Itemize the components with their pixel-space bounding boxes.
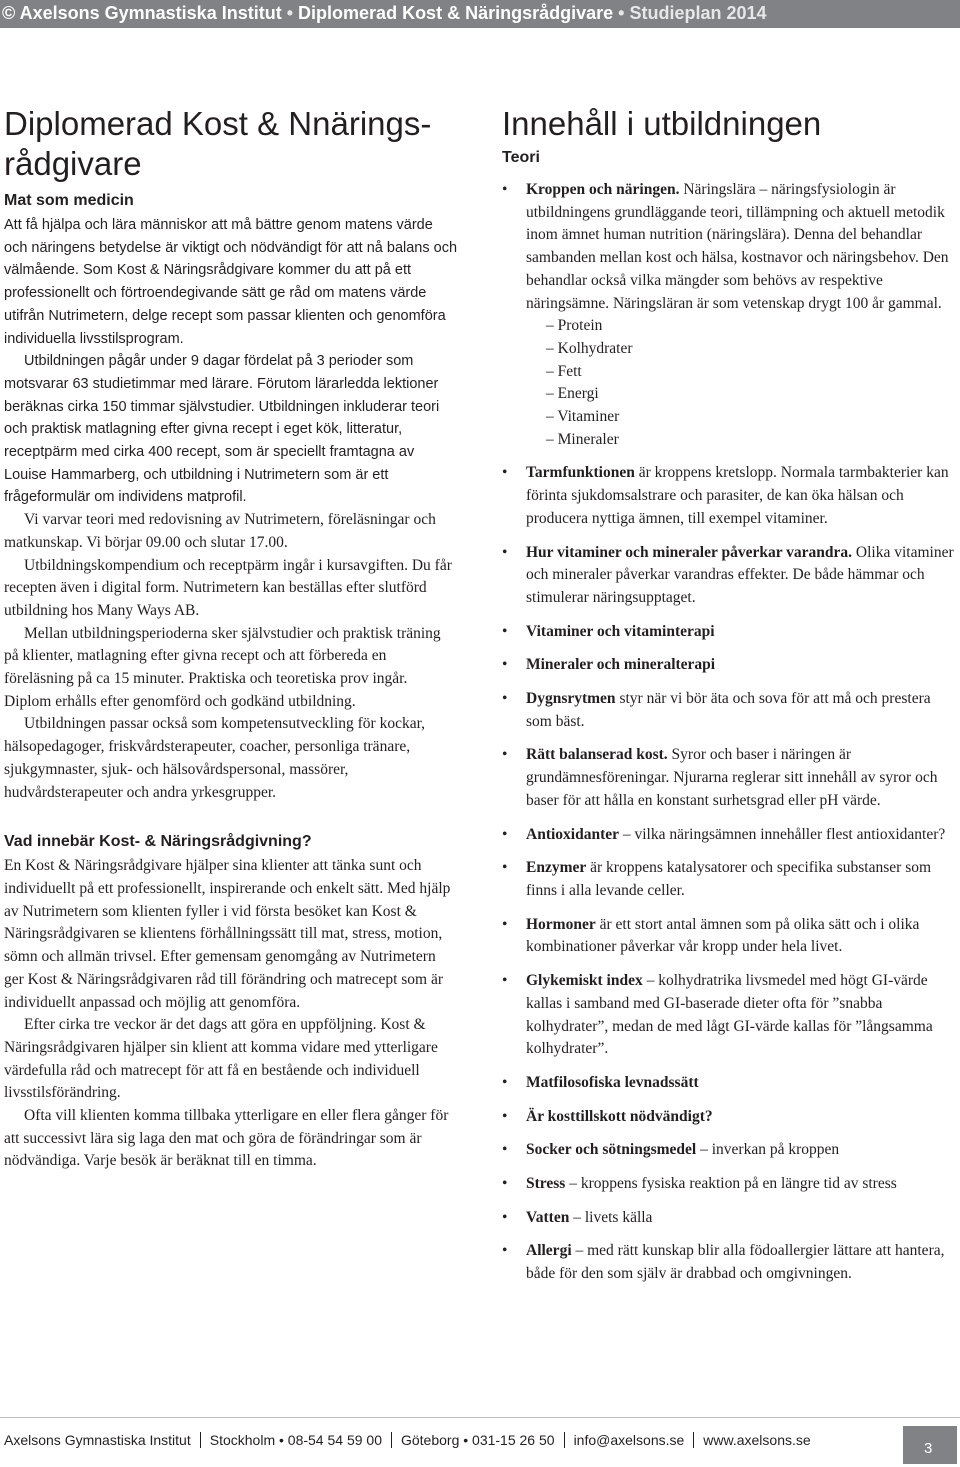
header-subtitle: Studieplan 2014 bbox=[629, 3, 767, 23]
page-number: 3 bbox=[924, 1440, 933, 1457]
return-visits-paragraph: Ofta vill klienten komma tillbaka ytterligare en eller flera gånger för att successivt lära sig laga den mat och göra de förändringar som är nödvändiga. Varje besök är beräknat till en timma. bbox=[4, 1107, 449, 1170]
dash-icon: – bbox=[546, 362, 554, 380]
topic-title: Glykemiskt index bbox=[526, 972, 643, 990]
schedule-paragraph: Vi varvar teori med redovisning av Nutrimetern, föreläsningar och matkunskap. Vi börjar 09.00 och slutar 17.00. bbox=[4, 511, 436, 551]
footer-email-link[interactable]: info@axelsons.se bbox=[573, 1432, 685, 1448]
bullet-icon: • bbox=[502, 1107, 508, 1125]
follow-up-paragraph: Efter cirka tre veckor är det dags att göra en uppföljning. Kost & Näringsrådgivaren hjälper sin klient att komma vidare med ytterligare värdefulla råd och matrecept för att få en bestående och individuell livsstilsförändring. bbox=[4, 1016, 438, 1102]
sublist-item bbox=[546, 315, 958, 338]
list-item bbox=[502, 1207, 958, 1230]
bullet-icon: • bbox=[502, 859, 508, 877]
topic-title: Hormoner bbox=[526, 915, 596, 933]
footer-separator bbox=[391, 1432, 392, 1448]
right-column bbox=[502, 104, 958, 1297]
topic-text: styr när vi bör äta och sova för att må och prestera som bäst. bbox=[526, 690, 931, 730]
bullet-icon: • bbox=[502, 464, 508, 482]
bullet-icon: • bbox=[502, 825, 508, 843]
sublist-item bbox=[546, 361, 958, 384]
topic-text: är ett stort antal ämnen som på olika sätt och i olika kombinationer påverkar vår kropp under hela livet. bbox=[526, 915, 920, 956]
topic-title: Antioxidanter bbox=[526, 825, 619, 843]
topic-text: – kroppens fysiska reaktion på en längre tid av stress bbox=[565, 1175, 897, 1193]
bullet-icon: • bbox=[502, 622, 508, 640]
copyright-mark: © bbox=[2, 3, 16, 23]
page-title-line2: rådgivare bbox=[4, 145, 142, 182]
bullet-icon: • bbox=[502, 1208, 508, 1226]
topic-title: Kroppen och näringen. bbox=[526, 181, 680, 198]
footer-divider bbox=[0, 1417, 960, 1418]
topic-title: Mineraler och mineralterapi bbox=[526, 656, 716, 674]
topic-list bbox=[502, 179, 958, 1286]
left-column bbox=[4, 104, 458, 1173]
list-item bbox=[502, 1240, 958, 1285]
bullet-icon: • bbox=[502, 1175, 508, 1193]
list-item bbox=[502, 542, 958, 610]
target-group-paragraph: Utbildningen passar också som kompetensutveckling för kockar, hälsopedagoger, friskvårdsterapeuter, coacher, personliga tränare, sjukgymnaster, sjuk- och hälsovårdspersonal, massörer, hudvårdsterapeuter och andra yrkesgrupper. bbox=[4, 715, 425, 801]
list-item bbox=[502, 1106, 958, 1129]
sublist-label: Mineraler bbox=[557, 430, 619, 448]
list-item bbox=[502, 179, 958, 451]
topic-text: är kroppens kretslopp. Normala tarmbakterier kan förinta sjukdomsalstrare och parasiter, de kan öka hälsan och producera nyttiga ämnen, till exempel vitaminer. bbox=[526, 464, 949, 527]
footer-separator bbox=[564, 1432, 565, 1448]
content-title: Innehåll i utbildningen bbox=[502, 105, 822, 142]
sublist-item bbox=[546, 383, 958, 406]
topic-text: Olika vitaminer och mineraler påverkar varandras effekter. De både hämmar och stimulerar näringsupptaget. bbox=[526, 543, 954, 606]
list-item bbox=[502, 914, 958, 959]
page-footer bbox=[4, 1432, 811, 1448]
page-header-bar bbox=[0, 0, 960, 28]
topic-text: – vilka näringsämnen innehåller flest antioxidanter? bbox=[619, 825, 946, 843]
sublist-label: Kolhydrater bbox=[557, 339, 633, 357]
topic-text: Näringslära – näringsfysiologin är utbildningens grundläggande teori, tillämpning och aktuell metodik inom ämnet human nutrition (näringslära). Denna del behandlar sambanden mellan kost och hälsa, kostnavor och näringsbehov. Den behandlar också vilka mängder som behövs av respektive näringsämne. Näringsläran är som vetenskap drygt 100 år gammal. bbox=[526, 181, 949, 312]
topic-text: – livets källa bbox=[569, 1208, 653, 1226]
materials-paragraph: Utbildningskompendium och receptpärm ingår i kursavgiften. Du får recepten även i digital form. Nutrimetern kan beställas efter slutförd utbildning hos Many Ways AB. bbox=[4, 556, 452, 619]
self-study-paragraph: Mellan utbildningsperioderna sker självstudier och praktisk träning på klienter, matlagning efter givna recept och att förbereda en föreläsning på ca 15 minuter. Praktiska och teoretiska prov ingår. Diplom erhålls efter genomförd och godkänd utbildning. bbox=[4, 624, 441, 710]
list-item bbox=[502, 857, 958, 902]
header-bullet: • bbox=[286, 3, 294, 23]
counselling-paragraph: En Kost & Näringsrådgivare hjälper sina klienter att tänka sunt och individuellt på ett professionellt, inspirerande och enkelt sätt. Med hjälp av Nutrimetern som klienten fyller i vid första besöket kan Kost & Näringsrådgivaren se klientens förhållningssätt till mat, stress, motion, sömn och allmän trivsel. Efter gemensam genomgång av Nutrimetern ger Kost & Näringsrådgivaren råd till förändring och matrecept som är individuellt anpassad och möjlig att genomföra. bbox=[4, 857, 451, 1011]
nutrient-sublist bbox=[526, 315, 958, 451]
topic-title: Stress bbox=[526, 1175, 566, 1193]
topic-title: Vitaminer och vitaminterapi bbox=[526, 622, 715, 640]
footer-goteborg: Göteborg • 031-15 26 50 bbox=[400, 1432, 555, 1448]
topic-title: Är kosttillskott nödvändigt? bbox=[526, 1107, 713, 1125]
topic-text: – med rätt kunskap blir alla födoallergier lättare att hantera, både för den som själv är drabbad och omgivningen. bbox=[526, 1242, 945, 1283]
header-bullet-2: • bbox=[618, 3, 625, 23]
bullet-icon: • bbox=[502, 656, 508, 674]
bullet-icon: • bbox=[502, 1141, 508, 1159]
bullet-icon: • bbox=[502, 690, 508, 708]
duration-paragraph: Utbildningen pågår under 9 dagar fördelat på 3 perioder som motsvarar 63 studietimmar med lärare. Förutom lärarledda lektioner beräknas cirka 150 timmar självstudier. Utbildningen inkluderar teori och praktisk matlagning efter givna recept i eget kök, litteratur, receptpärm med cirka 400 recept, som är speciellt framtagna av Louise Hammarberg, och utbildning i Nutrimetern som är ett frågeformulär om individens matprofil. bbox=[4, 353, 440, 506]
topic-text: Syror och baser i näringen är grundämnesföreningar. Njurarna reglerar sitt innehåll av syror och baser för att hålla en konstant surhetsgrad eller pH värde. bbox=[526, 746, 938, 809]
list-item bbox=[502, 1072, 958, 1095]
sublist-item bbox=[546, 338, 958, 361]
dash-icon: – bbox=[546, 408, 554, 426]
list-item bbox=[502, 462, 958, 530]
header-brand: Axelsons Gymnastiska Institut bbox=[19, 3, 282, 23]
dash-icon: – bbox=[546, 339, 554, 357]
sublist-item bbox=[546, 429, 958, 452]
list-item bbox=[502, 970, 958, 1061]
topic-title: Tarmfunktionen bbox=[526, 464, 635, 482]
list-item bbox=[502, 744, 958, 812]
dash-icon: – bbox=[546, 385, 554, 403]
bullet-icon: • bbox=[502, 746, 508, 764]
sublist-label: Vitaminer bbox=[557, 408, 620, 426]
bullet-icon: • bbox=[502, 1242, 508, 1260]
list-item bbox=[502, 654, 958, 677]
topic-title: Hur vitaminer och mineraler påverkar varandra. bbox=[526, 543, 853, 561]
list-item bbox=[502, 621, 958, 644]
topic-title: Matfilosofiska levnadssätt bbox=[526, 1073, 699, 1091]
footer-separator bbox=[693, 1432, 694, 1448]
topic-text: – kolhydratrika livsmedel med högt GI-värde kallas i samband med GI-baserade dieter ofta för ”snabba kolhydrater”, medan de med lågt GI-värde kallas för ”långsamma kolhydrater”. bbox=[526, 972, 933, 1058]
sublist-label: Energi bbox=[557, 385, 599, 403]
sublist-item bbox=[546, 406, 958, 429]
footer-separator bbox=[200, 1432, 201, 1448]
sublist-label: Protein bbox=[557, 317, 603, 335]
topic-text: är kroppens katalysatorer och specifika substanser som finns i alla levande celler. bbox=[526, 859, 932, 899]
topic-title: Allergi bbox=[526, 1242, 572, 1260]
list-item bbox=[502, 1139, 958, 1162]
bullet-icon: • bbox=[502, 972, 508, 990]
page-number-box bbox=[903, 1426, 957, 1464]
list-item bbox=[502, 688, 958, 733]
footer-web-link[interactable]: www.axelsons.se bbox=[703, 1432, 811, 1448]
dash-icon: – bbox=[546, 317, 554, 335]
topic-title: Rätt balanserad kost. bbox=[526, 746, 668, 764]
page-title bbox=[4, 104, 458, 184]
page-title-line1: Diplomerad Kost & Nnärings- bbox=[4, 105, 432, 142]
list-item bbox=[502, 824, 958, 847]
bullet-icon: • bbox=[502, 543, 508, 561]
topic-text: – inverkan på kroppen bbox=[696, 1141, 840, 1159]
list-item bbox=[502, 1173, 958, 1196]
bullet-icon: • bbox=[502, 1073, 508, 1091]
bullet-icon: • bbox=[502, 181, 508, 198]
intro-paragraph: Att få hjälpa och lära människor att må bättre genom matens värde och näringens betydelse är viktigt och nödvändigt för att nå balans och välmående. Som Kost & Näringsrådgivare kommer du att på ett professionellt och förtroendegivande sätt ge råd om matens värde utifrån Nutrimetern, delge recept som passar klienten och genomföra individuella livsstilsprogram. bbox=[4, 217, 458, 347]
section-heading-mat-som-medicin: Mat som medicin bbox=[4, 192, 134, 209]
topic-title: Vatten bbox=[526, 1208, 570, 1226]
sublist-label: Fett bbox=[557, 362, 582, 380]
topic-title: Dygnsrytmen bbox=[526, 690, 616, 708]
dash-icon: – bbox=[546, 430, 554, 448]
section-heading-vad-innebar: Vad innebär Kost- & Näringsrådgivning? bbox=[4, 833, 312, 851]
topic-title: Enzymer bbox=[526, 859, 587, 877]
topic-title: Socker och sötningsmedel bbox=[526, 1141, 697, 1159]
footer-org: Axelsons Gymnastiska Institut bbox=[4, 1432, 191, 1448]
teori-subheading: Teori bbox=[502, 149, 540, 166]
bullet-icon: • bbox=[502, 915, 508, 933]
running-header bbox=[2, 3, 767, 24]
header-title: Diplomerad Kost & Näringsrådgivare bbox=[298, 3, 614, 23]
footer-stockholm: Stockholm • 08-54 54 59 00 bbox=[209, 1432, 382, 1448]
